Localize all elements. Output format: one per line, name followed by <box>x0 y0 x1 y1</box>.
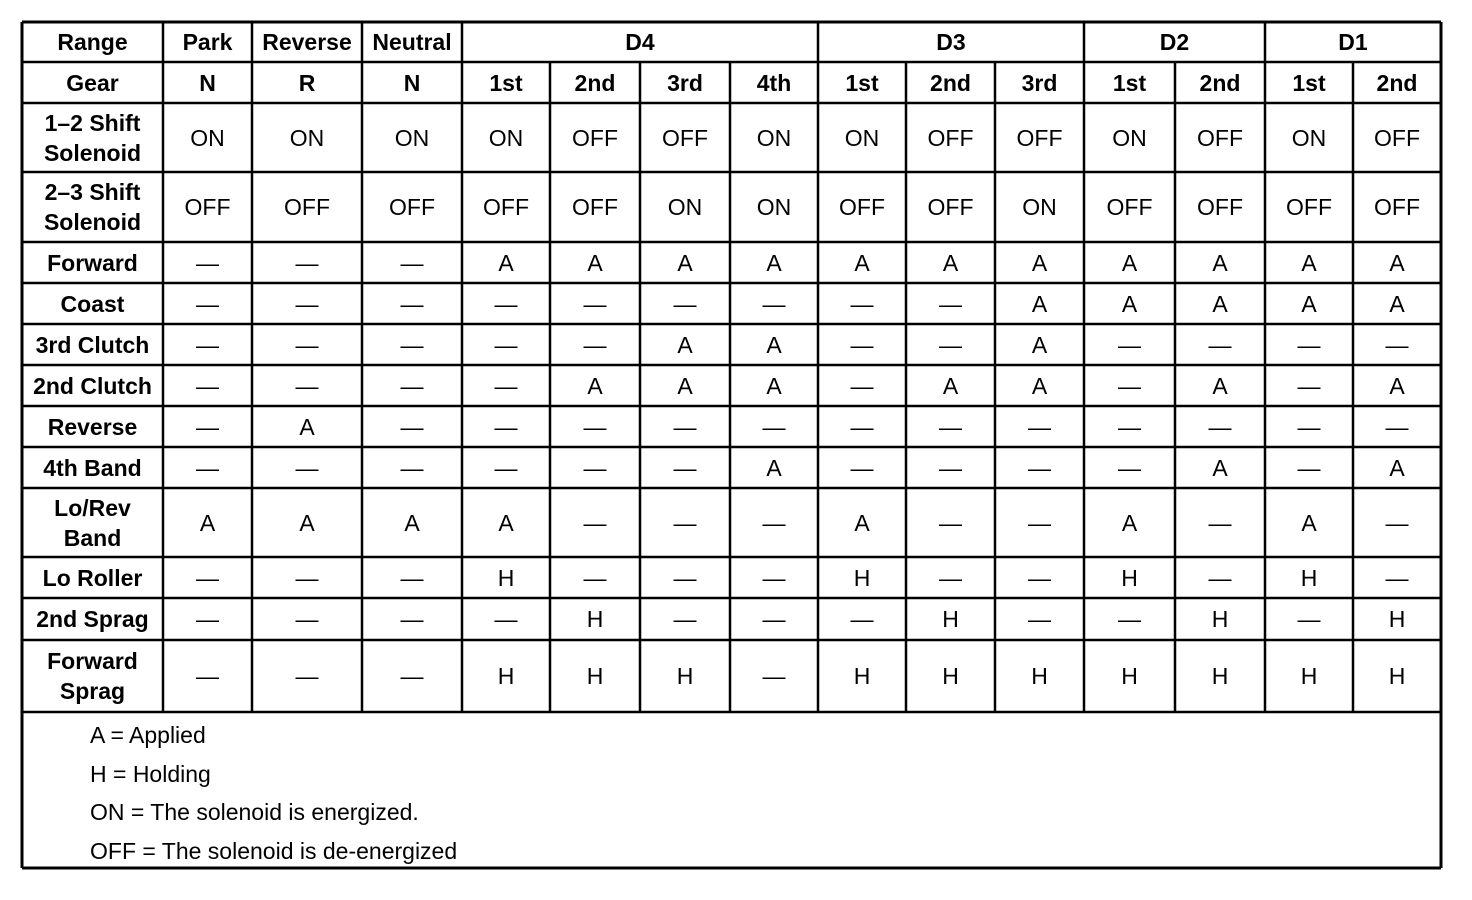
table-cell: A <box>942 372 959 399</box>
row-label: 2–3 Shift Solenoid <box>43 179 142 235</box>
table-cell: — <box>400 663 424 689</box>
range-header-park: Park <box>182 29 233 55</box>
table-cell: — <box>939 454 962 481</box>
table-cell: OFF <box>284 194 330 220</box>
table-cell: — <box>400 290 424 317</box>
table-cell: — <box>295 454 319 481</box>
table-cell: OFF <box>1374 194 1420 220</box>
gear-header-cell: 4th <box>756 69 792 96</box>
table-cell: — <box>1118 413 1141 440</box>
table-cell: — <box>673 509 697 536</box>
table-cell: A <box>766 249 782 276</box>
table-cell: — <box>196 413 219 440</box>
table-cell: A <box>1212 372 1228 399</box>
gear-header-cell: 2nd <box>1199 69 1241 96</box>
table-cell: A <box>1031 372 1048 399</box>
table-cell: A <box>1031 290 1048 317</box>
table-cell: — <box>762 606 786 632</box>
row-label: Reverse <box>47 413 138 440</box>
table-cell: ON <box>756 124 792 151</box>
table-cell: H <box>586 606 604 632</box>
table-cell: A <box>854 509 870 536</box>
table-cell: A <box>1121 290 1138 317</box>
table-cell: — <box>673 290 697 317</box>
table-cell: — <box>583 331 607 358</box>
table-cell: — <box>196 454 219 481</box>
table-cell: — <box>762 663 786 689</box>
table-cell: H <box>1121 663 1138 689</box>
table-cell: — <box>939 290 962 317</box>
table-cell: ON <box>289 124 325 151</box>
table-cell: OFF <box>184 194 231 220</box>
table-cell: — <box>1385 331 1409 358</box>
table-cell: — <box>494 331 518 358</box>
table-cell: H <box>1211 663 1229 689</box>
table-cell: — <box>1208 413 1232 440</box>
gear-header-cell: N <box>403 69 421 96</box>
row-label: Lo Roller <box>42 564 143 591</box>
table-cell: — <box>1385 509 1409 536</box>
table-cell: — <box>1028 606 1051 632</box>
table-cell: — <box>1297 606 1321 632</box>
table-cell: — <box>673 564 697 591</box>
range-header-d4: D4 <box>625 29 655 55</box>
row-label: Coast <box>60 290 125 317</box>
table-cell: — <box>295 564 319 591</box>
row-label: 2nd Sprag <box>36 606 149 632</box>
table-cell: A <box>766 331 782 358</box>
table-cell: — <box>673 606 697 632</box>
table-cell: — <box>850 454 874 481</box>
range-header-label: Range <box>57 29 128 55</box>
table-cell: A <box>199 509 216 536</box>
table-cell: — <box>1297 372 1321 399</box>
table-cell: A <box>1212 290 1228 317</box>
table-cell: H <box>586 663 604 689</box>
table-cell: H <box>853 564 871 591</box>
table-cell: OFF <box>1374 124 1420 151</box>
table-cell: H <box>1388 606 1406 632</box>
gear-header-cell: 1st <box>489 69 523 96</box>
table-cell: — <box>1385 564 1409 591</box>
range-header-d1: D1 <box>1338 29 1368 55</box>
table-cell: H <box>1121 564 1138 591</box>
table-cell: — <box>1028 413 1051 440</box>
table-cell: — <box>1297 413 1321 440</box>
table-cell: A <box>854 249 870 276</box>
range-header-neutral: Neutral <box>372 29 452 55</box>
table-cell: H <box>1211 606 1229 632</box>
table-cell: H <box>1300 663 1318 689</box>
table-cell: — <box>1118 331 1141 358</box>
table-cell: — <box>939 331 962 358</box>
table-cell: — <box>939 564 962 591</box>
table-cell: — <box>850 413 874 440</box>
gear-header-cell: 3rd <box>1021 69 1058 96</box>
table-cell: OFF <box>927 194 974 220</box>
table-cell: — <box>196 372 219 399</box>
table-cell: — <box>1118 372 1141 399</box>
table-cell: — <box>850 331 874 358</box>
table-cell: A <box>1389 249 1405 276</box>
gear-header-cell: 1st <box>1292 69 1326 96</box>
table-cell: A <box>1031 249 1048 276</box>
table-cell: ON <box>1291 124 1327 151</box>
legend-holding: H = Holding <box>90 761 211 787</box>
gear-header-cell: N <box>199 69 216 96</box>
table-cell: A <box>1389 372 1405 399</box>
table-cell: — <box>295 249 319 276</box>
table-cell: — <box>295 331 319 358</box>
table-cell: — <box>295 606 319 632</box>
table-cell: A <box>404 509 420 536</box>
table-cell: H <box>853 663 871 689</box>
table-cell: A <box>587 249 603 276</box>
range-header-d2: D2 <box>1159 29 1190 55</box>
table-cell: A <box>766 372 782 399</box>
table-cell: OFF <box>572 124 618 151</box>
table-cell: OFF <box>389 194 435 220</box>
table-cell: A <box>587 372 603 399</box>
row-label: 4th Band <box>43 454 142 481</box>
table-cell: H <box>1300 564 1318 591</box>
table-cell: ON <box>844 124 880 151</box>
gear-header-cell: 1st <box>1112 69 1147 96</box>
table-cell: OFF <box>1286 194 1332 220</box>
table-cell: — <box>762 413 786 440</box>
table-cell: — <box>196 663 219 689</box>
table-cell: A <box>1389 454 1405 481</box>
table-cell: — <box>1028 564 1051 591</box>
row-label: Forward <box>47 249 138 276</box>
table-cell: A <box>1301 290 1317 317</box>
table-cell: — <box>1208 331 1232 358</box>
table-cell: A <box>677 331 693 358</box>
table-cell: A <box>1389 290 1405 317</box>
table-cell: — <box>673 413 697 440</box>
table-cell: ON <box>1022 194 1057 220</box>
table-cell: — <box>400 331 424 358</box>
table-cell: — <box>583 564 607 591</box>
table-cell: — <box>850 606 874 632</box>
table-cell: — <box>196 290 219 317</box>
legend-on: ON = The solenoid is energized. <box>90 799 419 825</box>
table-cell: A <box>677 249 693 276</box>
table-cell: A <box>498 509 514 536</box>
gear-header-cell: 3rd <box>667 69 703 96</box>
gear-header-cell: 2nd <box>1376 69 1418 96</box>
table-cell: — <box>1028 454 1051 481</box>
table-cell: — <box>295 290 319 317</box>
table-cell: — <box>1297 331 1321 358</box>
table-cell: — <box>1118 606 1141 632</box>
gear-header-cell: 1st <box>845 69 879 96</box>
table-cell: OFF <box>1106 194 1153 220</box>
table-cell: — <box>196 331 219 358</box>
table-cell: — <box>762 290 786 317</box>
table-cell: — <box>494 413 518 440</box>
table-cell: — <box>400 413 424 440</box>
table-cell: — <box>762 564 786 591</box>
table-cell: ON <box>488 124 524 151</box>
row-label: Lo/Rev Band <box>54 494 131 551</box>
table-cell: H <box>676 663 694 689</box>
table-cell: — <box>1297 454 1321 481</box>
table-cell: — <box>196 249 219 276</box>
table-cell: H <box>497 564 515 591</box>
table-cell: — <box>939 509 962 536</box>
table-cell: — <box>939 413 962 440</box>
table-cell: A <box>1031 331 1048 358</box>
row-label: 1–2 Shift Solenoid <box>43 109 142 166</box>
legend-off: OFF = The solenoid is de-energized <box>90 838 458 864</box>
table-cell: OFF <box>927 124 974 151</box>
table-cell: A <box>942 249 959 276</box>
table-cell: OFF <box>839 194 885 220</box>
table-cell: — <box>494 372 518 399</box>
table-cell: — <box>583 413 607 440</box>
table-cell: OFF <box>662 124 708 151</box>
table-cell: — <box>295 372 319 399</box>
table-cell: — <box>850 290 874 317</box>
table-cell: — <box>400 606 424 632</box>
table-cell: H <box>1388 663 1406 689</box>
table-cell: A <box>1212 249 1228 276</box>
table-cell: — <box>1118 454 1141 481</box>
table-cell: — <box>850 372 874 399</box>
table-cell: — <box>400 564 424 591</box>
table-cell: — <box>494 606 518 632</box>
table-cell: H <box>497 663 515 689</box>
table-cell: A <box>1121 249 1138 276</box>
table-cell: OFF <box>1016 124 1063 151</box>
row-label: Forward Sprag <box>47 648 138 704</box>
table-cell: ON <box>756 194 792 220</box>
gear-header-label: Gear <box>66 69 119 96</box>
table-cell: — <box>400 454 424 481</box>
table-cell: ON <box>394 124 430 151</box>
gear-header-cell: 2nd <box>930 69 971 96</box>
table-cell: OFF <box>1197 124 1243 151</box>
table-cell: A <box>498 249 514 276</box>
table-cell: — <box>196 564 219 591</box>
table-cell: A <box>1301 249 1317 276</box>
table-cell: A <box>299 413 315 440</box>
table-cell: — <box>400 372 424 399</box>
table-cell: — <box>583 454 607 481</box>
table-cell: H <box>1031 663 1048 689</box>
range-header-reverse: Reverse <box>262 29 352 55</box>
row-label: 3rd Clutch <box>35 331 150 358</box>
table-cell: H <box>942 663 959 689</box>
table-cell: — <box>1208 509 1232 536</box>
table-cell: — <box>494 290 518 317</box>
table-cell: — <box>494 454 518 481</box>
legend-applied: A = Applied <box>90 722 206 748</box>
table-cell: ON <box>667 194 703 220</box>
gear-header-cell: 2nd <box>574 69 616 96</box>
table-cell: OFF <box>572 194 618 220</box>
table-cell: — <box>1385 413 1409 440</box>
table-cell: — <box>400 249 424 276</box>
table-cell: A <box>299 509 315 536</box>
table-cell: H <box>942 606 959 632</box>
table-cell: — <box>1208 564 1232 591</box>
table-cell: ON <box>190 124 225 151</box>
table-cell: A <box>1301 509 1317 536</box>
table-cell: — <box>1028 509 1051 536</box>
table-cell: ON <box>1112 124 1147 151</box>
table-cell: — <box>583 290 607 317</box>
table-cell: — <box>762 509 786 536</box>
table-cell: — <box>583 509 607 536</box>
table-cell: A <box>1212 454 1228 481</box>
gear-header-cell: R <box>298 69 316 96</box>
table-cell: A <box>766 454 782 481</box>
table-cell: A <box>1121 509 1138 536</box>
table-cell: OFF <box>483 194 529 220</box>
row-label: 2nd Clutch <box>33 372 152 399</box>
table-cell: A <box>677 372 693 399</box>
table-cell: — <box>673 454 697 481</box>
table-cell: — <box>196 606 219 632</box>
table-cell: OFF <box>1197 194 1243 220</box>
table-cell: — <box>295 663 319 689</box>
range-header-d3: D3 <box>936 29 966 55</box>
